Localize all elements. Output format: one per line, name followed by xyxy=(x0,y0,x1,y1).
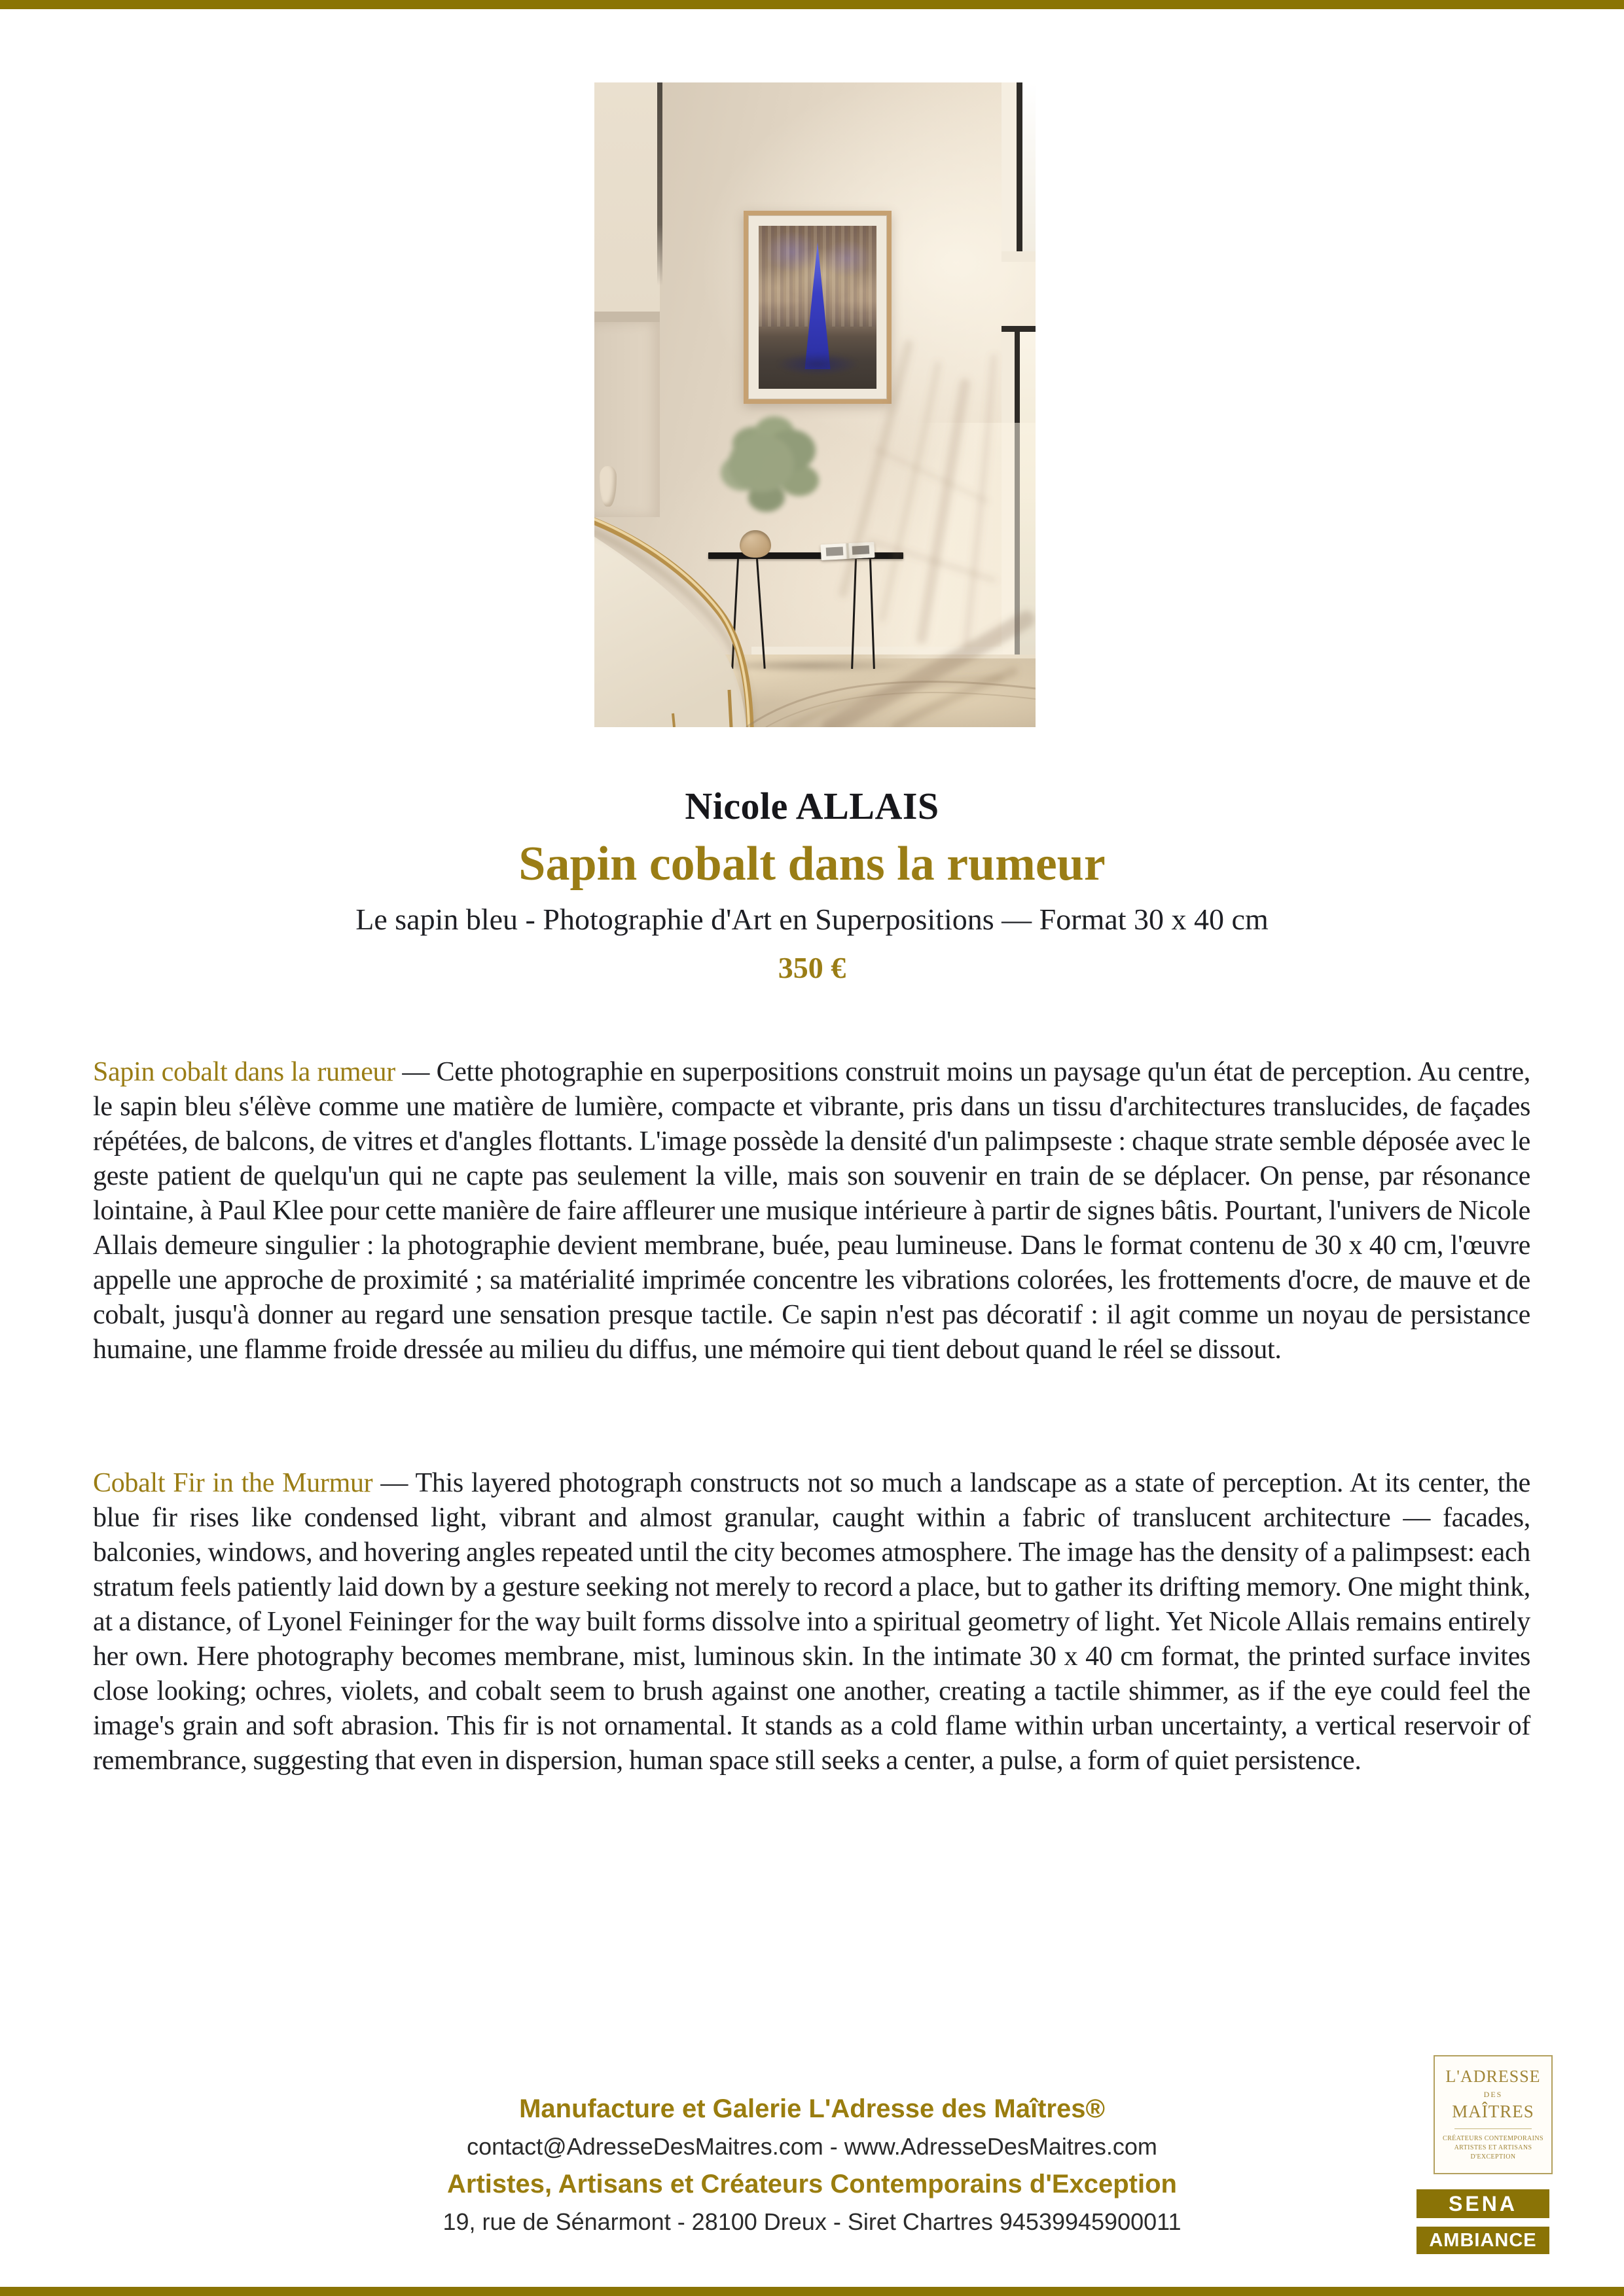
logo-line-maitres: MAÎTRES xyxy=(1452,2102,1534,2121)
artwork-title: Sapin cobalt dans la rumeur xyxy=(518,837,1106,891)
logo-line-des: DES xyxy=(1483,2090,1503,2099)
brass-baluster xyxy=(729,690,731,727)
footer-gallery-name: Manufacture et Galerie L'Adresse des Maîtres® xyxy=(519,2094,1105,2123)
badge-ambiance: AMBIANCE xyxy=(1416,2227,1549,2254)
description-french-lead: Sapin cobalt dans la rumeur xyxy=(93,1057,395,1087)
description-french-body: — Cette photographie en superpositions construit moins un paysage qu'un état de perception. Au centre, le sapin bleu s'élève comme une matière de lumière, compacte et vibrante, pris dans un tissu d'architectures translucides, de façades répétées, de balcons, de vitres et d'angles flottants. L'image possède la densité d'un palimpseste : chaque strate semble déposée avec le geste patient de quelqu'un qui ne capte pas seulement la ville, mais son souvenir en train de se déplacer. On pense, par résonance lointaine, à Paul Klee pour cette manière de faire affleurer une musique intérieure à partir de signes bâtis. Pourtant, l'univers de Nicole Allais demeure singulier : la photographie devient membrane, buée, peau lumineuse. Dans le format contenu de 30 x 40 cm, l'œuvre appelle une approche de proximité ; sa matérialité imprimée concentre les vibrations colorées, les frottements d'ocre, de mauve et de cobalt, jusqu'à donner au regard une sensation presque tactile. Ce sapin n'est pas décoratif : il agit comme un noyau de persistance humaine, une flamme froide dressée au milieu du diffus, une mémoire qui tient debout quand le réel se dissout. xyxy=(93,1057,1530,1365)
footer-address: 19, rue de Sénarmont - 28100 Dreux - Siret Chartres 94539945900011 xyxy=(442,2208,1182,2235)
artwork-subtitle: Le sapin bleu - Photographie d'Art en Superpositions — Format 30 x 40 cm xyxy=(355,903,1269,936)
branch-shadows xyxy=(791,344,1026,727)
price: 350 € xyxy=(778,951,846,984)
description-english-lead: Cobalt Fir in the Murmur xyxy=(93,1468,373,1498)
footer-tagline: Artistes, Artisans et Créateurs Contemporains d'Exception xyxy=(447,2170,1177,2198)
bottom-gold-bar xyxy=(0,2287,1624,2296)
brass-baluster xyxy=(673,713,674,727)
logo-divider xyxy=(1454,2128,1532,2129)
top-gold-bar xyxy=(0,0,1624,9)
description-french xyxy=(93,1055,1530,1367)
logo-sub-line3: D'EXCEPTION xyxy=(1470,2153,1516,2161)
artist-name: Nicole ALLAIS xyxy=(685,785,939,827)
logo-line-adresse: L'ADRESSE xyxy=(1445,2067,1541,2086)
logo-sub-line2: ARTISTES ET ARTISANS xyxy=(1454,2144,1532,2151)
logo-sub-line1: CRÉATEURS CONTEMPORAINS xyxy=(1443,2135,1543,2142)
hero-photo xyxy=(594,82,1036,727)
badge-sena: SENA xyxy=(1416,2189,1549,2218)
footer xyxy=(0,2094,1624,2245)
photo-staircase-overlay xyxy=(594,82,1036,727)
description-english xyxy=(93,1466,1530,1778)
description-english-body: — This layered photograph constructs not so much a landscape as a state of perception. At its center, the blue fir rises like condensed light, vibrant and almost granular, caught within a fabric of translucent architecture — facades, balconies, windows, and hovering angles repeated until the city becomes atmosphere. The image has the density of a palimpsest: each stratum feels patiently laid down by a gesture seeking not merely to record a place, but to gather its drifting memory. One might think, at a distance, of Lyonel Feininger for the way built forms dissolve into a spiritual geometry of light. Yet Nicole Allais remains entirely her own. Here photography becomes membrane, mist, luminous skin. In the intimate 30 x 40 cm format, the printed surface invites close looking; ochres, violets, and cobalt seem to brush against one another, creating a tactile shimmer, as if the eye could feel the image's grain and soft abrasion. This fir is not ornamental. It stands as a cold flame within urban uncertainty, a vertical reservoir of remembrance, suggesting that even in dispersion, human space still seeks a center, a pulse, a form of quiet persistence. xyxy=(93,1468,1530,1776)
footer-contact-line: contact@AdresseDesMaitres.com - www.AdresseDesMaitres.com xyxy=(467,2133,1157,2160)
gallery-logo xyxy=(1434,2055,1553,2174)
